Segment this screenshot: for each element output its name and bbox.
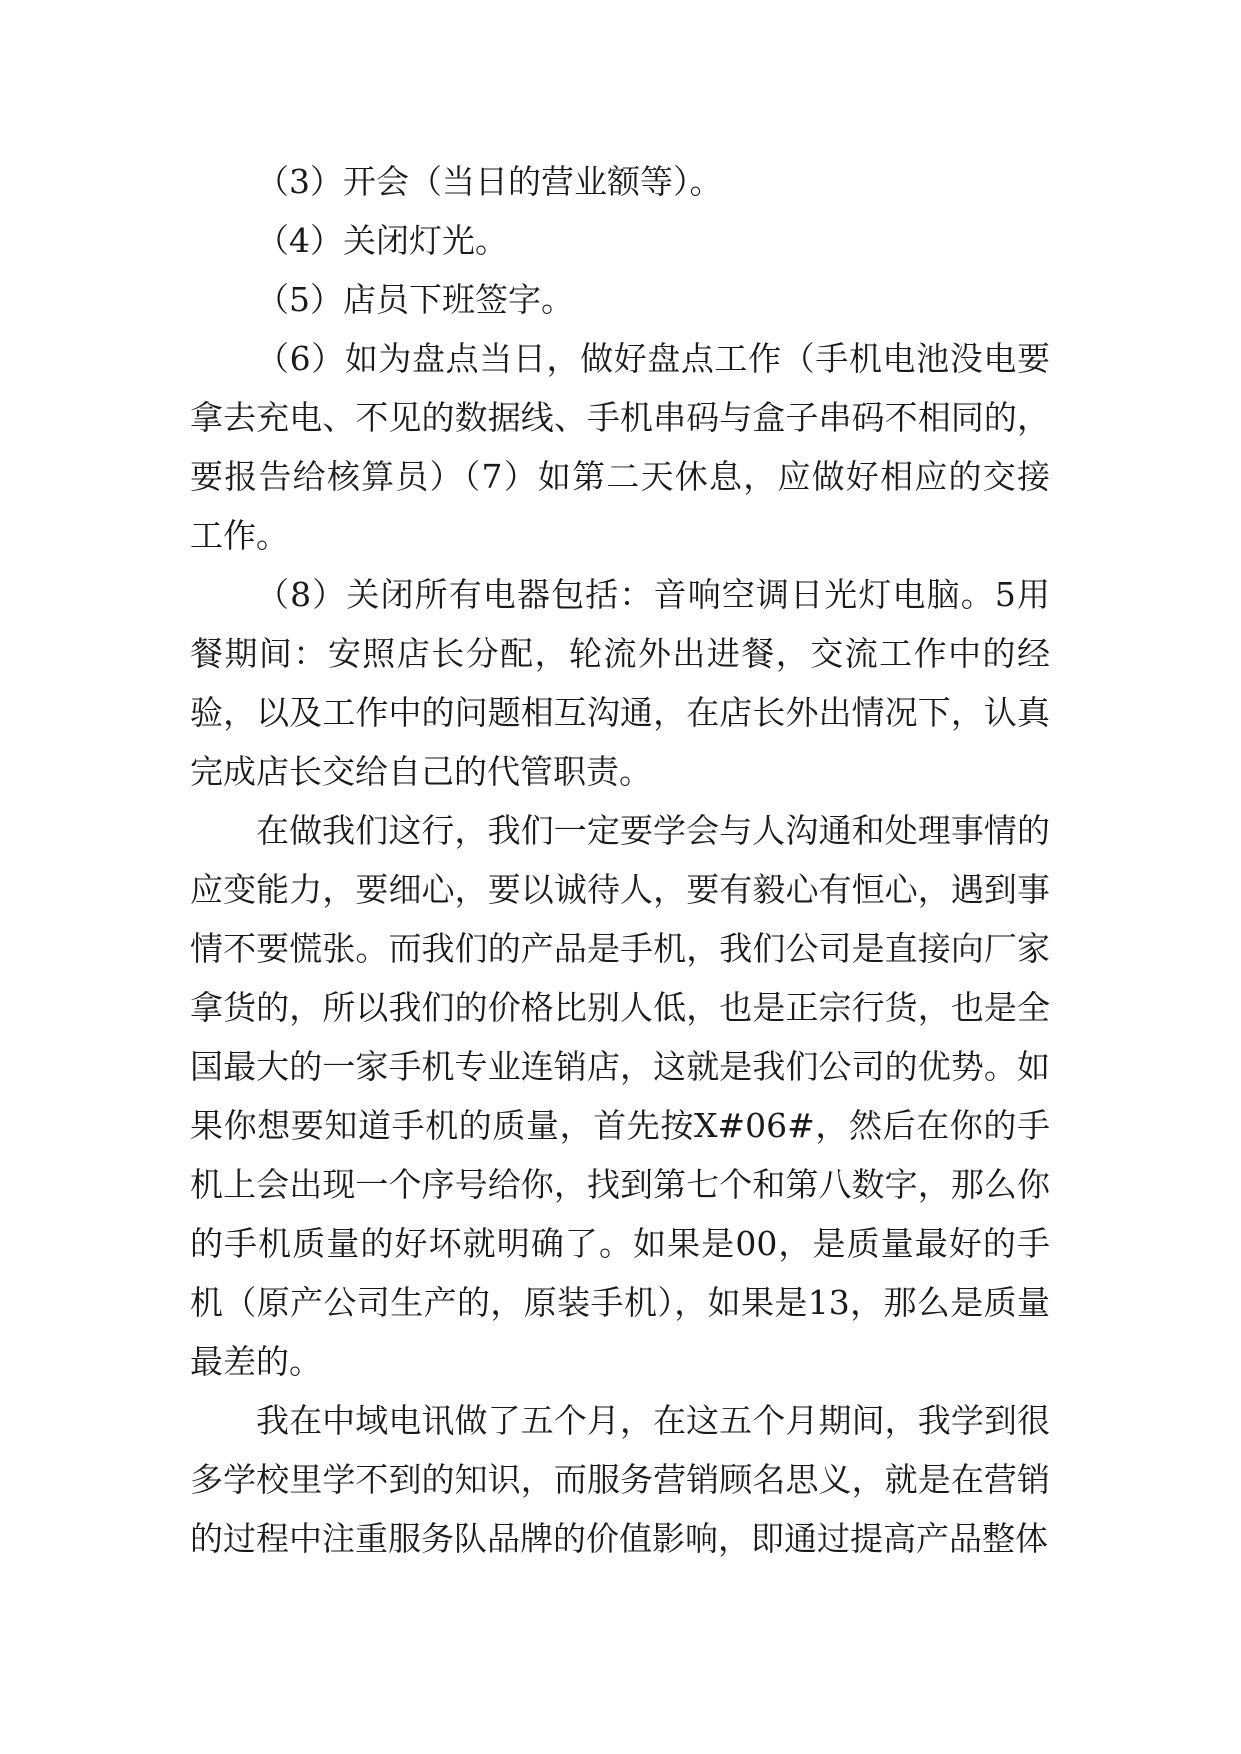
paragraph-step-4: （4）关闭灯光。: [256, 221, 508, 260]
paragraph-step-3: （3）开会（当日的营业额等）。: [256, 162, 723, 201]
paragraph-industry-advice: 在做我们这行，我们一定要学会与人沟通和处理事情的应变能力，要细心，要以诚待人，要有毅心有恒心，遇到事情不要慌张。而我们的产品是手机，我们公司是直接向厂家拿货的，所以我们的价格比别人低，也是正宗行货，也是全国最大的一家手机专业连销店，这就是我们公司的优势。如果你想要知道手机的质量，首先按X#06#，然后在你的手机上会出现一个序号给你，找到第七个和第八数字，那么你的手机质量的好坏就明确了。如果是00，是质量最好的手机（原产公司生产的，原装手机），如果是13，那么是质量最差的。: [190, 811, 1050, 1381]
paragraph-step-6-7: （6）如为盘点当日，做好盘点工作（手机电池没电要拿去充电、不见的数据线、手机串码与盒子串码不相同的，要报告给核算员）（7）如第二天休息，应做好相应的交接工作。: [190, 339, 1050, 555]
paragraph-step-5: （5）店员下班签字。: [256, 280, 574, 319]
document-body: [190, 152, 1050, 1568]
paragraph-step-8: （8）关闭所有电器包括：音响空调日光灯电脑。5用餐期间：安照店长分配，轮流外出进餐，交流工作中的经验，以及工作中的问题相互沟通，在店长外出情况下，认真完成店长交给自己的代管职责。: [190, 575, 1050, 791]
paragraph-experience: 我在中域电讯做了五个月，在这五个月期间，我学到很多学校里学不到的知识，而服务营销顾名思义，就是在营销的过程中注重服务队品牌的价值影响，即通过提高产品整体: [190, 1401, 1050, 1558]
